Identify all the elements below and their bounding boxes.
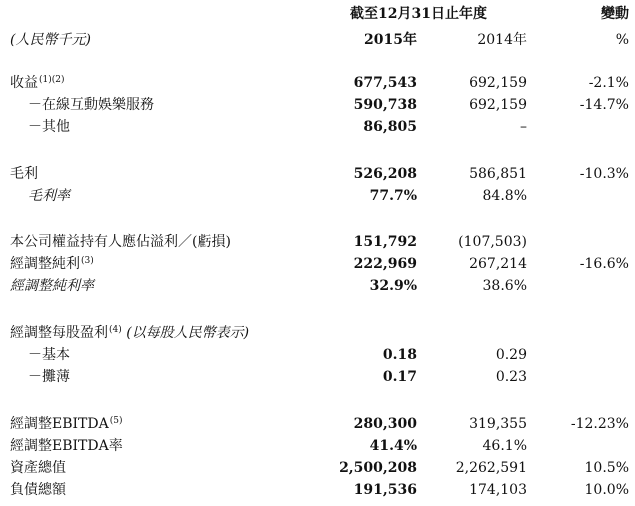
- value-2015: 32.9%: [369, 278, 417, 294]
- table-row-profit-attributable: [0, 231, 635, 253]
- value-2014: 2,262,591: [455, 460, 527, 476]
- row-label: 本公司權益持有人應佔溢利／(虧損): [10, 234, 231, 250]
- value-change: 10.5%: [584, 460, 629, 476]
- value-2015: 86,805: [363, 119, 417, 135]
- row-label: －基本: [28, 347, 70, 363]
- value-2014: 0.29: [495, 347, 527, 363]
- row-label: 經調整純利$^{(3)}$: [10, 256, 94, 272]
- value-2014: 46.1%: [482, 438, 527, 454]
- row-label: 收益$^{(1)(2)}$: [10, 75, 65, 91]
- currency-note: (以每股人民幣表示): [126, 325, 250, 341]
- table-row-total-assets: [0, 457, 635, 479]
- value-2015: 677,543: [353, 75, 417, 91]
- value-2014: 692,159: [469, 75, 527, 91]
- table-row-adjusted-net-profit: [0, 253, 635, 275]
- table-row-gross-margin: [0, 185, 635, 207]
- value-2014: 38.6%: [482, 278, 527, 294]
- footnote-marker: (1)(2): [39, 75, 65, 85]
- row-label: －在線互動娛樂服務: [28, 97, 154, 113]
- value-2014: 84.8%: [482, 188, 527, 204]
- value-2014: 0.23: [495, 369, 527, 385]
- table-row-gross-profit: [0, 163, 635, 185]
- row-label: 毛利: [10, 166, 38, 182]
- value-change: 10.0%: [584, 482, 629, 498]
- row-label: 經調整EBITDA率: [10, 438, 123, 454]
- value-2015: 41.4%: [369, 438, 417, 454]
- year-2014-header: 2014年: [477, 32, 527, 48]
- value-2015: 590,738: [353, 97, 417, 113]
- row-label: 資產總值: [10, 460, 66, 476]
- value-2015: 2,500,208: [339, 460, 417, 476]
- footnote-marker: (3): [81, 256, 94, 266]
- header-row: [0, 29, 635, 51]
- table-row-revenue: [0, 72, 635, 94]
- row-label: 經調整EBITDA$^{(5)}$: [10, 416, 123, 432]
- value-change: -10.3%: [579, 166, 629, 182]
- value-2015: 222,969: [353, 256, 417, 272]
- value-2015: 0.18: [382, 347, 417, 363]
- change-column-title: 變動: [601, 6, 629, 22]
- row-label: 毛利率: [28, 188, 70, 204]
- table-row-total-liabilities: [0, 479, 635, 501]
- row-label: 經調整純利率: [10, 278, 94, 294]
- year-2015-header: 2015年: [364, 32, 417, 48]
- table-row-adjusted-eps-title: [0, 322, 635, 344]
- value-2014: 586,851: [469, 166, 527, 182]
- period-title: 截至12月31日止年度: [350, 6, 487, 22]
- footnote-marker: (5): [109, 416, 123, 426]
- value-2014: 174,103: [469, 482, 527, 498]
- value-2015: 151,792: [353, 234, 417, 250]
- value-2015: 280,300: [353, 416, 417, 432]
- value-2014: 319,355: [469, 416, 527, 432]
- value-change: -2.1%: [588, 75, 629, 91]
- value-change: -16.6%: [579, 256, 629, 272]
- table-row-adjusted-ebitda: [0, 413, 635, 435]
- value-2014: (107,503): [458, 234, 527, 250]
- table-row-online-entertainment: [0, 94, 635, 116]
- value-2014: 692,159: [469, 97, 527, 113]
- change-unit-header: %: [615, 32, 629, 48]
- footnote-marker: (4): [109, 325, 122, 335]
- table-row-adjusted-ebitda-margin: [0, 435, 635, 457]
- table-row-diluted: [0, 366, 635, 388]
- units-note: (人民幣千元): [10, 32, 91, 48]
- value-2014: 267,214: [469, 256, 527, 272]
- row-label: 負債總額: [10, 482, 66, 498]
- value-2015: 526,208: [353, 166, 417, 182]
- value-change: -12.23%: [570, 416, 629, 432]
- value-2015: 0.17: [382, 369, 417, 385]
- value-2014: –: [520, 119, 527, 135]
- row-label: 經調整每股盈利$^{(4)}$ (以每股人民幣表示): [10, 325, 250, 341]
- table-row-basic: [0, 344, 635, 366]
- row-label: －其他: [28, 119, 70, 135]
- row-label: －攤薄: [28, 369, 70, 385]
- table-row-adjusted-net-margin: [0, 275, 635, 297]
- value-change: -14.7%: [579, 97, 629, 113]
- table-row-others: [0, 116, 635, 138]
- value-2015: 191,536: [353, 482, 417, 498]
- value-2015: 77.7%: [369, 188, 417, 204]
